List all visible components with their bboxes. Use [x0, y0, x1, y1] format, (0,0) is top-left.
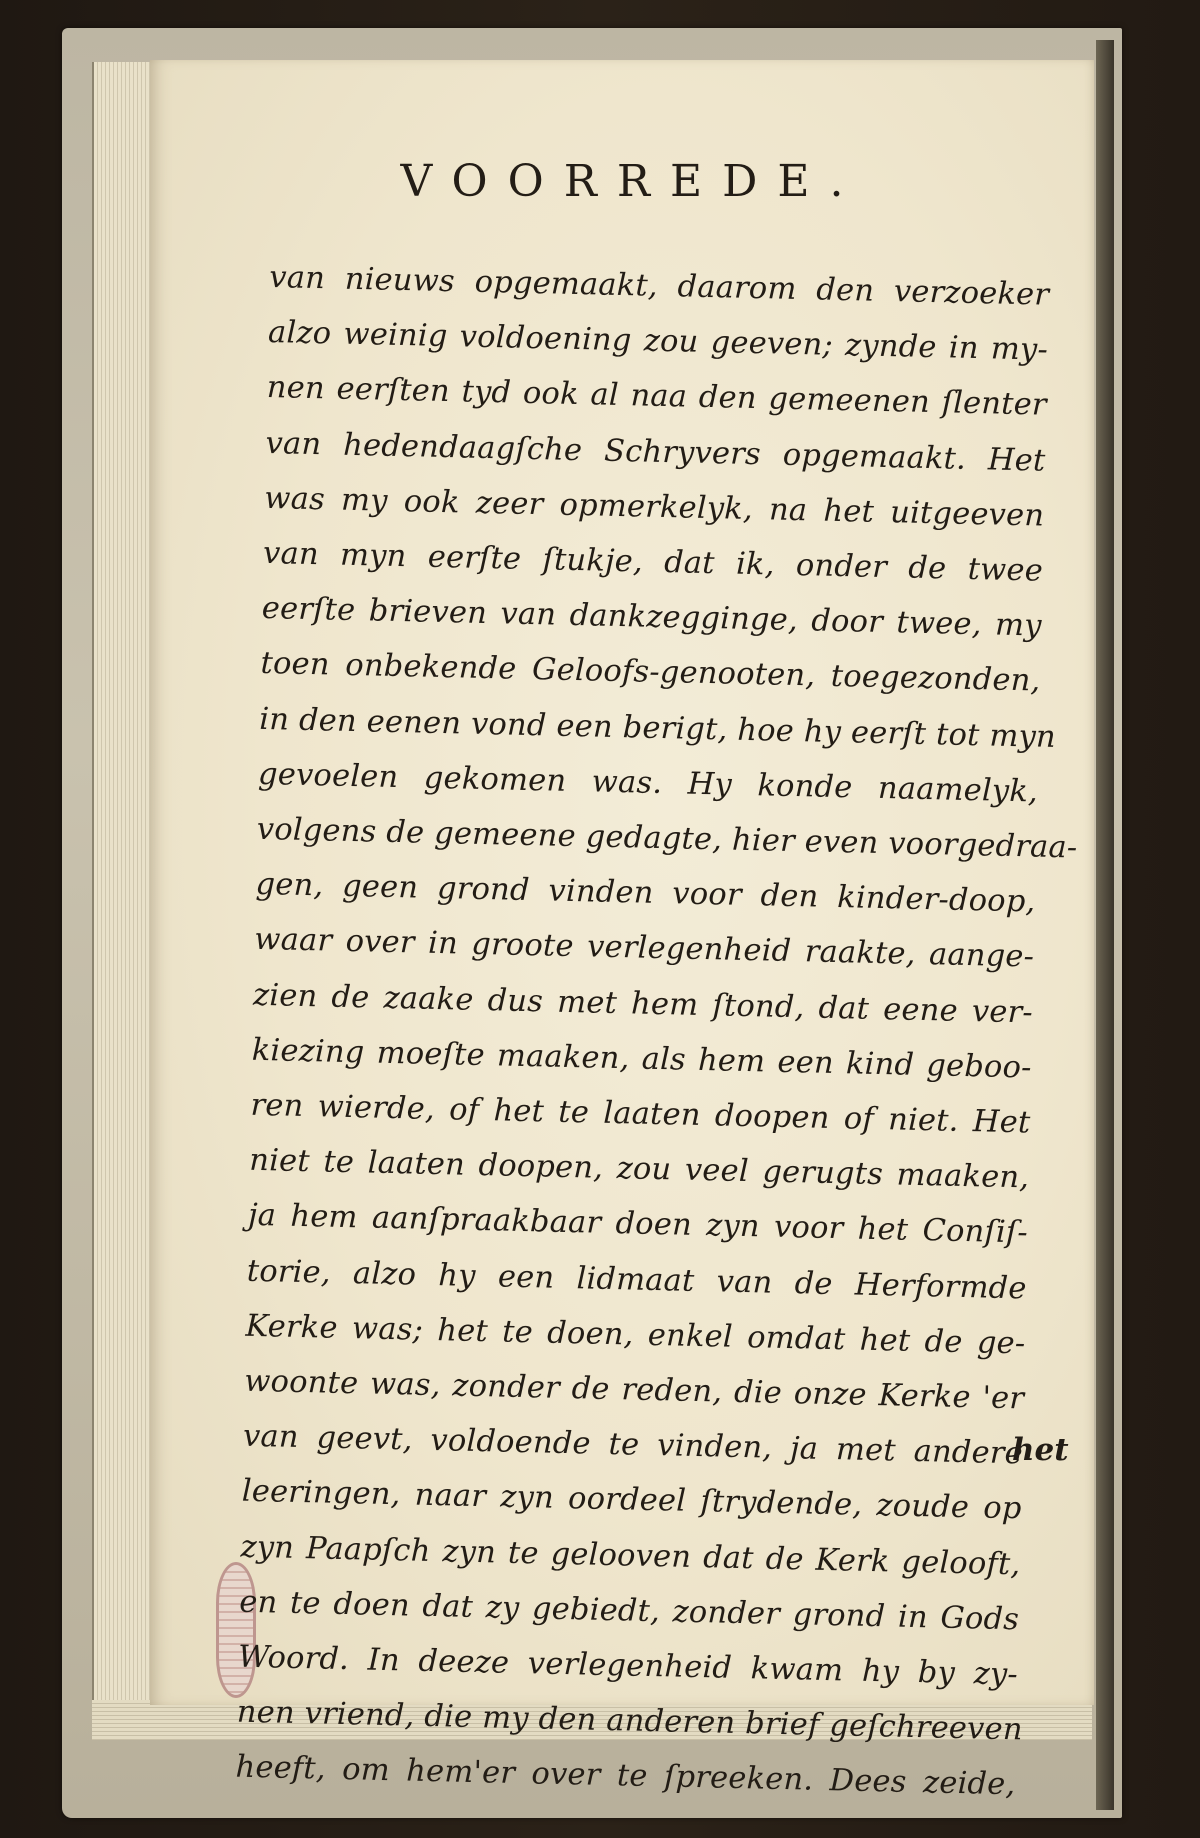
- text-line: alzo weinig voldoening zou geeven; zynde in my-: [267, 315, 1049, 368]
- text-line: was my ook zeer opmerkelyk, na het uitgeeven: [263, 480, 1045, 534]
- text-line: ja hem aanſpraakbaar doen zyn voor het Conſiſ-: [247, 1198, 1029, 1251]
- text-line: eerſte brieven van dankzegginge, door twee, my: [261, 591, 1043, 644]
- catchword: het: [1012, 1432, 1069, 1468]
- text-line: Kerke was; het te doen, enkel omdat het de ge-: [245, 1308, 1026, 1362]
- text-line: nen vriend, die my den anderen brief geſchreeven: [236, 1694, 1024, 1748]
- text-line: heeft, om hem'er over te ſpreeken. Dees zeide,: [235, 1750, 1016, 1803]
- text-line: van hedendaagſche Schryvers opgemaakt. Het: [265, 425, 1046, 479]
- page-header: VOORREDE.: [400, 156, 864, 207]
- text-line: gen, geen grond vinden voor den kinder-doop,: [255, 867, 1036, 920]
- text-line: leeringen, naar zyn oordeel ſtrydende, zoude op: [241, 1474, 1023, 1527]
- cover-edge-shadow: [1096, 40, 1114, 1810]
- text-line: toen onbekende Geloofs-genooten, toegezonden,: [260, 646, 1041, 700]
- text-line: en te doen dat zy gebiedt, zonder grond in Gods: [238, 1584, 1020, 1638]
- text-line: zien de zaake dus met hem ſtond, dat eene ver-: [252, 977, 1034, 1031]
- text-line: zyn Paapſch zyn te gelooven dat de Kerk gelooft,: [240, 1529, 1021, 1583]
- text-line: nen eerſten tyd ook al naa den gemeenen ſlenter: [266, 370, 1048, 424]
- text-line: van nieuws opgemaakt, daarom den verzoeker: [268, 259, 1050, 313]
- body-text: [235, 250, 1078, 1813]
- text-line: volgens de gemeene gedagte, hier even voorgedraa-: [256, 811, 1078, 866]
- text-line: kiezing moeſte maaken, als hem een kind geboo-: [251, 1032, 1033, 1086]
- text-line: niet te laaten doopen, zou veel gerugts maaken,: [248, 1143, 1030, 1196]
- text-line: gevoelen gekomen was. Hy konde naamelyk,: [257, 756, 1039, 810]
- book-page: [150, 60, 1094, 1803]
- text-line: waar over in groote verlegenheid raakte, aange-: [253, 922, 1035, 975]
- text-line: in den eenen vond een berigt, hoe hy eerſt tot myn: [258, 701, 1057, 755]
- text-line: ren wierde, of het te laaten doopen of niet. Het: [250, 1087, 1031, 1141]
- text-line: woonte was, zonder de reden, die onze Kerke 'er: [243, 1363, 1025, 1417]
- text-line: van myn eerſte ſtukje, dat ik, onder de twee: [262, 535, 1044, 589]
- text-line: Woord. In deeze verlegenheid kwam hy by zy-: [237, 1639, 1019, 1693]
- text-line: torie, alzo hy een lidmaat van de Herformde: [246, 1253, 1028, 1307]
- text-line: van geevt, voldoende te vinden, ja met andere: [242, 1418, 1024, 1472]
